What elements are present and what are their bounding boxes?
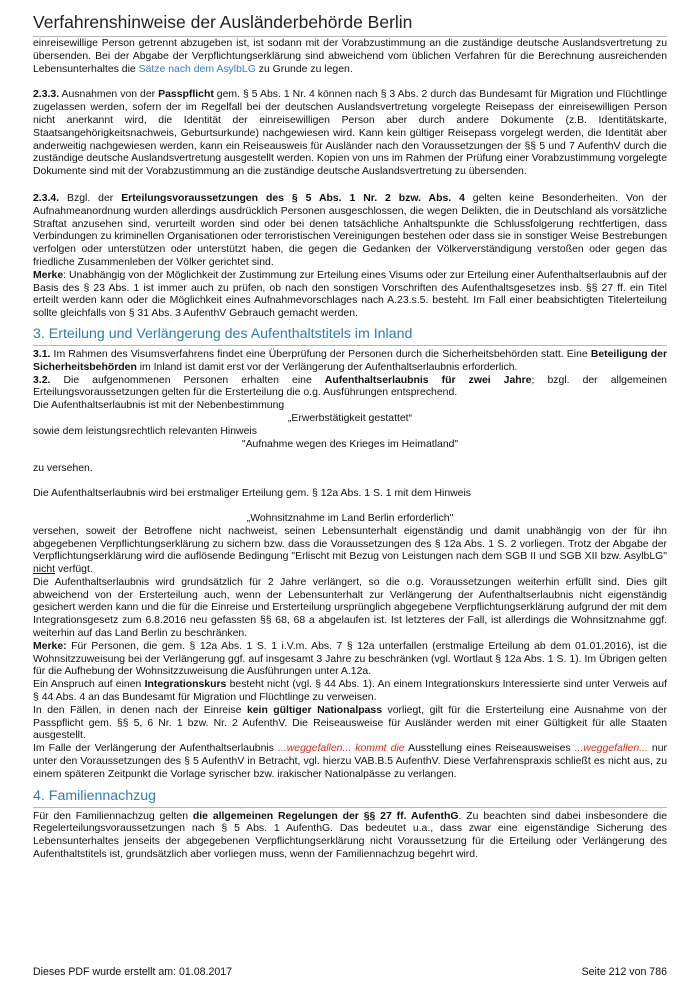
erstmalig-line: Die Aufenthaltserlaubnis wird bei erstmaliger Erteilung gem. § 12a Abs. 1 S. 1 mit dem Hinweis (33, 488, 472, 500)
paragraph-3-2: 3.2. Die aufgenommenen Personen erhalten eine Aufenthaltserlaubnis für zwei Jahre; bzgl. der allgemeinen Erteilungsvoraussetzungen gelten für die Ersterteilung die o.g. Ausführungen entsprechend. (33, 374, 667, 399)
quote-aufnahme: "Aufnahme wegen des Krieges im Heimatland" (241, 438, 459, 450)
asylblg-link[interactable]: Sätze nach dem AsylbLG (138, 63, 256, 75)
paragraph-2-3-4: 2.3.4. Bzgl. der Erteilungsvoraussetzungen des § 5 Abs. 1 Nr. 2 bzw. Abs. 4 gelten keine Besonderheiten. Von der Aufnahmeanordnung wurden allerdings ausdrücklich Personen ausgeschlossen, die wegen Delikten, die in Deutschland als vorsätzliche Straftat anzusehen sind, verurteilt worden sind oder bei denen tatsächliche Anhaltspunkte die Schlussfolgerung rechtfertigen, dass Verbindungen zu kriminellen Organisationen oder terroristischen Vereinigungen bestehen oder dass sie in sonstiger Weise Bestrebungen verfolgen oder unterstützen oder unterstützt haben, die gegen die Gedanken der Völkerverständigung verstoßen oder gegen das friedliche Zusammenleben der Völker gerichtet sind. (33, 192, 667, 268)
paragraph-number: 2.3.4. (33, 192, 60, 204)
paragraph-3-1: 3.1. Im Rahmen des Visumsverfahrens findet eine Überprüfung der Personen durch die Sicherheitsbehörden statt. Eine Beteiligung der Sicherheitsbehörden im Inland ist damit erst vor der Verlängerung der Aufenthaltserlaubnis erforderlich. (33, 348, 668, 373)
section-rule (33, 807, 667, 808)
intro-paragraph: einreisewillige Person getrennt abzugeben ist, ist sodann mit der Vorabzustimmung an die zuständige deutsche Auslandsvertretung zu übersenden. Bei der Abgabe der Verpflichtungserklärung sind abweichend vom üblichen Verfahren für die Berechnung ausreichenden Lebensunterhaltes die Sätze nach dem AsylbLG zu Grunde zu legen. (33, 38, 667, 75)
paragraph-2-3-3: 2.3.3. Ausnahmen von der Passpflicht gem. § 5 Abs. 1 Nr. 4 können nach § 3 Abs. 2 durch das Bundesamt für Migration und Flüchtlinge zugelassen werden, sofern der im Regelfall bei der deutschen Auslandsvertretung vorgelegte Reisepass der einreisewilligen Person nicht anerkannt wird, die Identität der einreisewilligen Person aber durch andere Dokumente (z.B. Identitätskarte, Staatsangehörigkeitsnachweis, Geburtsurkunde) nachgewiesen wird. Kann kein gültiger Reisepass vorgelegt werden, die Identität aber anderweitig nachgewiesen werden, kann ein Reiseausweis für Ausländer nach den Voraussetzungen der §§ 5 und 7 AufenthV durch die zuständige deutsche Auslandsvertretung ausgestellt werden. Kopien von uns im Rahmen der Prüfung einer Vorabzustimmung vorgelegte Dokumente sind mit der Vorabzustimmung an die zuständige deutsche Auslandsvertretung zu übersenden. (33, 89, 667, 178)
section-4-heading: 4. Familiennachzug (33, 787, 157, 804)
document-page (33, 0, 667, 862)
versehen-line: zu versehen. (33, 463, 93, 475)
reiseausweis-paragraph: Im Falle der Verlängerung der Aufenthaltserlaubnis ...weggefallen... kommt die Ausstellung eines Reiseausweises ...weggefallen... nur unter den Voraussetzungen des § 5 AufenthV in Betracht, vgl. hierzu VAB.B.5 AufenthV. Diese Verfahrenspraxis schließt es nicht aus, zu einem späteren Zeitpunkt die Vorlage syrischer bzw. irakischer Nationalpässe zu verlangen. (33, 743, 668, 780)
header-rule (33, 36, 667, 37)
section-rule (33, 345, 667, 346)
quote-wohnsitznahme: „Wohnsitznahme im Land Berlin erforderlich" (246, 512, 454, 524)
footer-created-date: Dieses PDF wurde erstellt am: 01.08.2017 (33, 966, 233, 978)
removed-text-marker: ...weggefallen... kommt die (278, 743, 405, 755)
verlaengerung-paragraph: Die Aufenthaltserlaubnis wird grundsätzlich für 2 Jahre verlängert, so die o.g. Voraussetzungen weiterhin erfüllt sind. Dies gilt abweichend von der Ersterteilung auch, wenn der Lebensunterhalt zur Verlängerung der Aufenthaltserlaubnis nicht eigenständig gesichert werden kann und die für die Einreise und Ersterteilung ursprünglich abgegebene Verpflichtungserklärung aufgrund der mit dem Integrationsgesetz zum 6.8.2016 neu gefassten §§ 68, 68 a abgelaufen ist. Ist letzteres der Fall, ist allerdings die Wohnsitznahme ggf. weiterhin auf das Land Berlin zu beschränken. (33, 576, 667, 640)
merke-2-paragraph: Merke: Für Personen, die gem. § 12a Abs. 1 S. 1 i.V.m. Abs. 7 § 12a unterfallen (erstmalige Erteilung ab dem 01.01.2016), ist die Wohnsitzzuweisung bei der Verlängerung ggf. auf insgesamt 3 Jahre zu beschränken (vgl. Wortlaut § 12a Abs. 1 S. 1). Im Übrigen gelten für die Aufhebung der Wohnsitzzuweisung die Ausführungen unter A.12a. (33, 640, 667, 678)
merke-paragraph: Merke: Unabhängig von der Möglichkeit der Zustimmung zur Erteilung eines Visums oder zur Erteilung einer Aufenthaltserlaubnis auf der Basis des § 23 Abs. 1 ist immer auch zu prüfen, ob nach den sonstigen Vorschriften des Aufenthaltsgesetzes insb. §§ 27 ff. ein Titel erteilt werden kann oder die Möglichkeit eines Aufnahmevorschlages nach A.23.s.5. besteht. Im Fall einer beabsichtigten Titelerteilung sollte gleichfalls von § 31 Abs. 3 AufenthV Gebrauch gemacht werden. (33, 269, 667, 320)
hinweis-line: sowie dem leistungsrechtlich relevanten Hinweis (33, 425, 257, 437)
footer-page-number: Seite 212 von 786 (581, 966, 667, 978)
section-3-heading: 3. Erteilung und Verlängerung des Aufenthaltstitels im Inland (33, 325, 413, 342)
page-footer (33, 966, 667, 978)
familiennachzug-paragraph: Für den Familiennachzug gelten die allgemeinen Regelungen der §§ 27 ff. AufenthG. Zu beachten sind dabei insbesondere die Regelerteilungsvoraussetzungen nach § 5 Abs. 1 AufenthG. Das bedeutet u.a., dass zwar eine eigenständige Sicherung des Lebensunterhaltes jenseits der abgegebenen Verpflichtungserklärung nicht Voraussetzung für die Erteilung oder Verlängerung des Aufenthaltstitels ist, grundsätzlich aber vorliegen muss, wenn der Familiennachzug begehrt wird. (33, 810, 668, 861)
quote-erwerbstaetigkeit: „Erwerbstätigkeit gestattet“ (287, 412, 413, 424)
nationalpass-paragraph: In den Fällen, in denen nach der Einreise kein gültiger Nationalpass vorliegt, gilt für die Ersterteilung eine Ausnahme von der Passpflicht gem. §§ 5, 6 Nr. 1 bzw. Nr. 2 AufenthV. Die Reiseausweise für Ausländer werden mit einer Gültigkeit für alle Staaten ausgestellt. (33, 704, 667, 742)
page-header-title: Verfahrenshinweise der Ausländerbehörde Berlin (33, 12, 413, 32)
removed-text-marker: ...weggefallen... (574, 743, 648, 755)
paragraph-number: 2.3.3. (33, 89, 60, 101)
nebenbestimmung-line: Die Aufenthaltserlaubnis ist mit der Nebenbestimmung (33, 400, 285, 412)
versehen-paragraph: versehen, soweit der Betroffene nicht nachweist, seinen Lebensunterhalt eigenständig und damit unabhängig von der für ihn abgegebenen Verpflichtungserklärung zu sichern bzw. dass die Voraussetzungen des § 12a Abs. 1 S. 2 vorliegen. Trotz der Abgabe der Verpflichtungserklärung wird die auflösende Bedingung "Erlischt mit Bezug von Leistungen nach dem SGB II und SGB XII bzw. AsylbLG" nicht verfügt. (33, 525, 667, 576)
integrationskurs-paragraph: Ein Anspruch auf einen Integrationskurs besteht nicht (vgl. § 44 Abs. 1). An einem Integrationskurs Interessierte sind unter Verweis auf § 44 Abs. 4 an das Bundesamt für Migration und Flüchtlinge zu verweisen. (33, 679, 667, 704)
